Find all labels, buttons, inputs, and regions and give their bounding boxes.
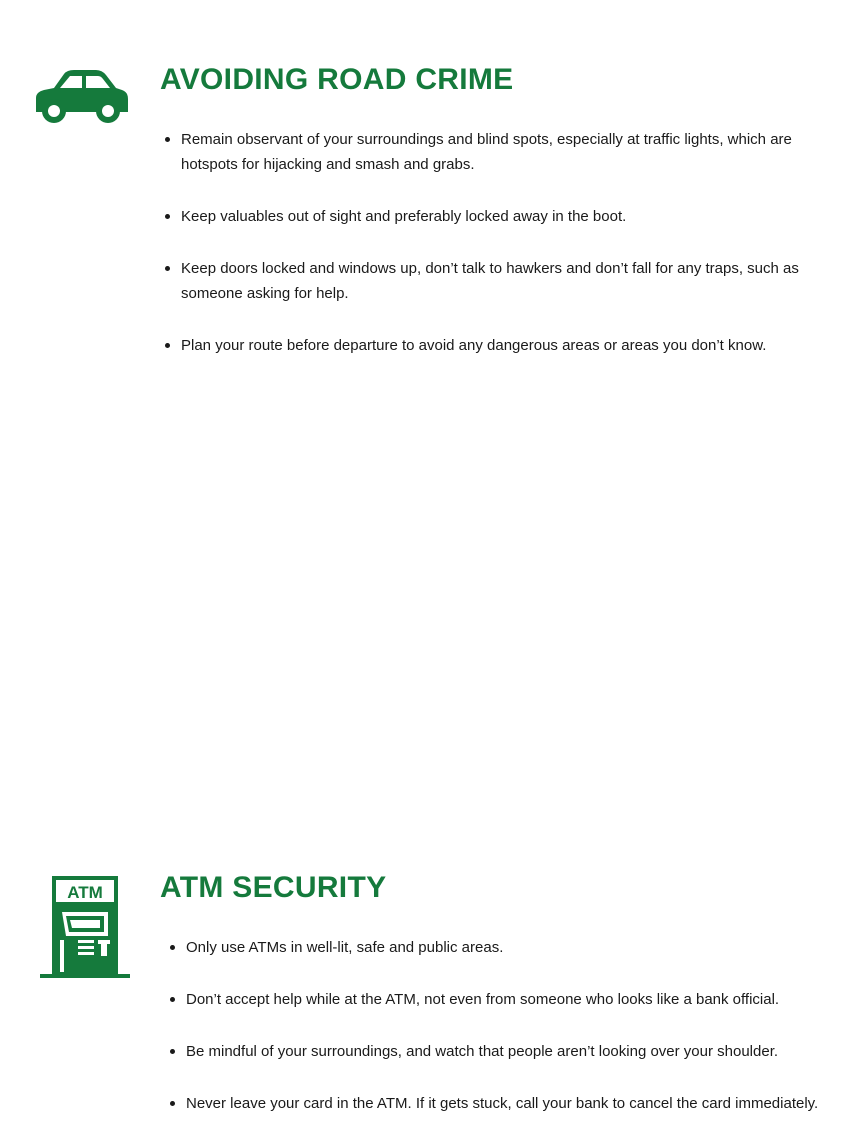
atm-icon-label: ATM (67, 883, 103, 902)
list-item: Only use ATMs in well-lit, safe and public areas. (168, 935, 828, 960)
road-crime-list (163, 127, 803, 385)
section-title-road-crime: AVOIDING ROAD CRIME (160, 63, 514, 96)
list-item: Keep doors locked and windows up, don’t talk to hawkers and don’t fall for any traps, such as someone asking for help. (163, 256, 803, 306)
atm-security-section (0, 420, 847, 1112)
list-item: Never leave your card in the ATM. If it gets stuck, call your bank to cancel the card immediately. (168, 1091, 828, 1116)
car-icon (30, 68, 130, 124)
section-title-atm-security: ATM SECURITY (160, 871, 387, 904)
list-item: Be mindful of your surroundings, and watch that people aren’t looking over your shoulder. (168, 1039, 828, 1064)
list-item: Plan your route before departure to avoid any dangerous areas or areas you don’t know. (163, 333, 803, 358)
atm-icon (40, 874, 130, 978)
road-crime-section (0, 0, 847, 420)
atm-security-list (168, 935, 828, 1143)
list-item: Don’t accept help while at the ATM, not even from someone who looks like a bank official. (168, 987, 828, 1012)
list-item: Keep valuables out of sight and preferably locked away in the boot. (163, 204, 803, 229)
list-item: Remain observant of your surroundings and blind spots, especially at traffic lights, which are hotspots for hijacking and smash and grabs. (163, 127, 803, 177)
